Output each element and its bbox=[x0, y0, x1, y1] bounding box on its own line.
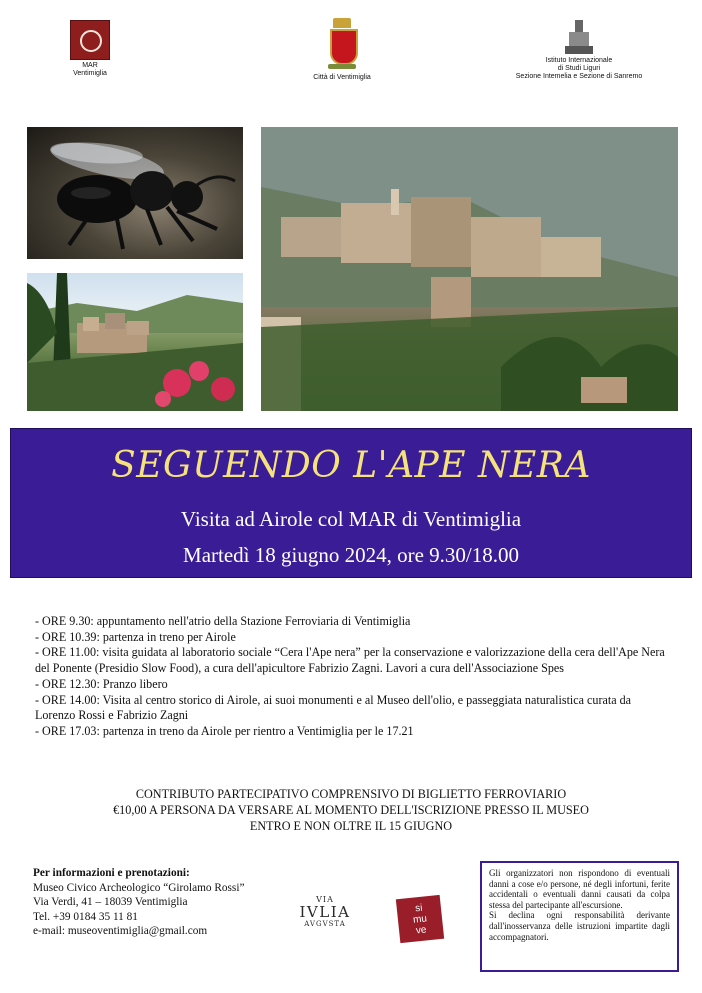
event-title bbox=[11, 445, 691, 486]
contribution-notice bbox=[40, 786, 662, 834]
mar-emblem-icon bbox=[70, 20, 110, 60]
city-logo bbox=[300, 18, 384, 82]
institute-line2: di Studi Liguri bbox=[557, 65, 601, 72]
via-logo-line2: IVLIA bbox=[299, 903, 351, 921]
disclaimer-box bbox=[480, 861, 679, 972]
black-bee-photo bbox=[27, 127, 243, 259]
program-item: - ORE 14.00: Visita al centro storico di Airole, ai suoi monumenti e al Museo dell'olio, e passeggiata naturalistica curata da Lorenzo Rossi e Fabrizio Zagni bbox=[35, 692, 632, 723]
mar-logo-line1: MAR bbox=[82, 62, 98, 69]
city-label: Città di Ventimiglia bbox=[313, 74, 371, 81]
via-iulia-augusta-logo bbox=[290, 895, 360, 928]
contact-address: Via Verdi, 41 – 18039 Ventimiglia bbox=[33, 896, 188, 908]
simuve-line3: ve bbox=[415, 924, 428, 937]
disclaimer-text: Si declina ogni responsabilità derivante dall'inosservanza delle istruzioni impartite dagli accompagnatori. bbox=[489, 910, 670, 942]
contact-email: e-mail: museoventimiglia@gmail.com bbox=[33, 925, 208, 937]
mar-logo bbox=[68, 20, 112, 78]
via-logo-line3: AVGVSTA bbox=[304, 920, 346, 928]
event-banner bbox=[10, 428, 692, 578]
institute-line3: Sezione Intemelia e Sezione di Sanremo bbox=[515, 73, 643, 80]
airole-village-photo bbox=[261, 127, 678, 411]
simuve-logo bbox=[396, 895, 444, 943]
contact-info bbox=[33, 866, 293, 939]
program-list bbox=[35, 614, 670, 740]
program-item: - ORE 11.00: visita guidata al laboratorio sociale “Cera l'Ape nera” per la conservazione e valorizzazione della cera dell'Ape Nera del Ponente (Presidio Slow Food), a cura dell'apicultore Fabrizio Zagni. Lavori a cura dell'Associazione Spes bbox=[35, 645, 665, 676]
contribution-line: €10,00 A PERSONA DA VERSARE AL MOMENTO DELL'ISCRIZIONE PRESSO IL MUSEO bbox=[113, 803, 589, 817]
program-item: - ORE 12.30: Pranzo libero bbox=[35, 676, 168, 691]
city-crest-icon bbox=[328, 18, 356, 70]
institute-logo bbox=[503, 20, 655, 81]
contribution-line: ENTRO E NON OLTRE IL 15 GIUGNO bbox=[249, 819, 453, 833]
mar-logo-line2: Ventimiglia bbox=[73, 70, 107, 77]
event-subtitle: Visita ad Airole col MAR di Ventimiglia bbox=[180, 507, 522, 531]
contact-museum: Museo Civico Archeologico “Girolamo Rossi” bbox=[33, 881, 245, 894]
event-title-part1: SEGUENDO L' bbox=[111, 445, 389, 486]
contribution-line: CONTRIBUTO PARTECIPATIVO COMPRENSIVO DI BIGLIETTO FERROVIARIO bbox=[135, 787, 567, 801]
program-item: - ORE 10.39: partenza in treno per Airole bbox=[35, 629, 236, 644]
village-flowers-photo bbox=[27, 273, 243, 411]
institute-line1: Istituto Internazionale bbox=[545, 57, 613, 64]
program-item: - ORE 17.03: partenza in treno da Airole per rientro a Ventimiglia per le 17.21 bbox=[35, 723, 414, 738]
simuve-line2: mu bbox=[412, 913, 428, 926]
disclaimer-text: Gli organizzatori non rispondono di eventuali danni a cose e/o persone, né degli infortuni, ferite accidentali o eventuali danni causati da colpa stessa del partecipante all'escursione. bbox=[489, 868, 670, 910]
contact-heading: Per informazioni e prenotazioni: bbox=[33, 867, 190, 879]
monument-icon bbox=[565, 20, 593, 54]
event-title-part2: APE NERA bbox=[388, 445, 591, 486]
via-logo-line1: VIA bbox=[316, 895, 334, 904]
event-date: Martedì 18 giugno 2024, ore 9.30/18.00 bbox=[183, 543, 519, 567]
simuve-line1: si bbox=[414, 902, 424, 915]
contact-phone: Tel. +39 0184 35 11 81 bbox=[33, 910, 138, 923]
program-item: - ORE 9.30: appuntamento nell'atrio della Stazione Ferroviaria di Ventimiglia bbox=[35, 614, 411, 628]
